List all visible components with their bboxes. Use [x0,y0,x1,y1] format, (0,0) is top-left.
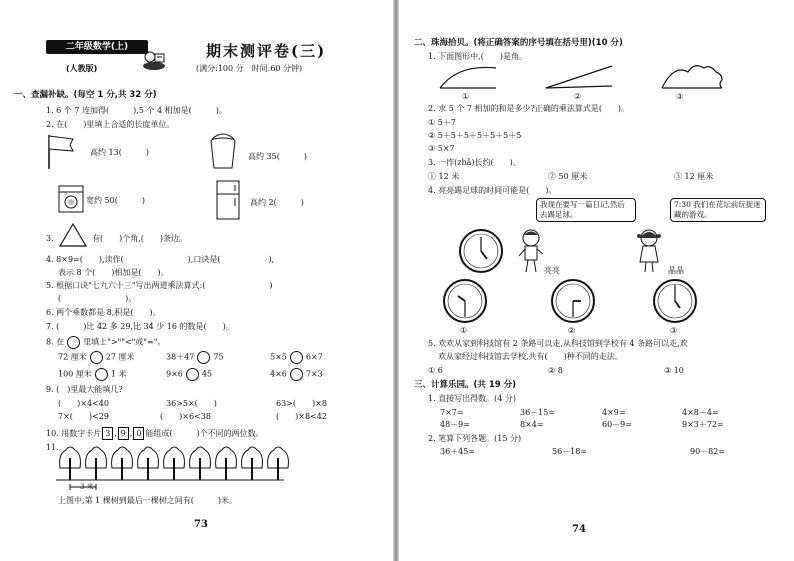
calc-1-r2-b: 8×4= [520,420,544,429]
q8-row1-b: 38＋47 75 [166,351,224,364]
q8-row2-c: 4×6 7×3 [270,368,323,381]
tree-icon [268,447,289,480]
answer-circle[interactable] [197,351,210,364]
tree-icon [164,447,185,480]
q5-option-2: ② 8 [548,366,563,375]
q9-row1-a: ( )×4<40 [58,399,109,408]
calc-1-r1-a: 7×7= [440,408,464,417]
clock-option-3-icon [652,278,698,324]
answer-circle[interactable] [290,351,303,364]
section-1-heading: 一、查漏补缺。(每空 1 分,共 32 分) [14,90,157,100]
boy-speech-bubble: 我现在要写一篇日记,然后去踢足球。 [536,198,636,222]
q3-option-3: ③ 12 厘米 [674,172,714,181]
q9-row2-a: 7×( )<29 [58,412,109,421]
tree-icon [86,447,107,480]
q2-flag-label: 高约 13( ) [90,148,149,157]
q9-row1-b: 36>5×( ) [166,399,217,408]
cloud-shape-icon [660,62,724,90]
left-page [0,0,394,561]
question-11-text: 上图中,第 1 棵树到最后一棵树之间有( )米。 [58,496,237,505]
calc-1-r1-d: 4×8－4= [682,408,719,417]
q8-head: 8. 在 [46,337,65,347]
q2-option-1: ① 5＋7 [428,118,456,127]
r-question-3: 3. 一拃(zhǎ)长约( )。 [428,158,521,167]
question-6: 6. 两个乘数都是 8,积是( )。 [46,308,161,317]
clock-option-1-icon [442,278,488,324]
q2-washer-label: 宽约 50( ) [86,196,145,205]
question-1: 1. 6 个 7 连加得( ),5 个 4 相加是( )。 [46,106,227,115]
q5-option-1: ① 6 [428,366,443,375]
tree-icon [242,447,263,480]
exam-subtitle: (满分:100 分 时间:60 分钟) [196,64,303,73]
angle-shape-icon [544,64,614,90]
q8-row1-c: 5×5 6×7 [270,351,323,364]
q8-row2-a: 100 厘米 1 米 [58,368,126,381]
tree-icon [138,447,159,480]
r-question-1: 1. 下面图形中,( )是角。 [428,52,527,61]
question-8 [46,336,165,349]
q9-row2-c: ( )×8<42 [276,412,327,421]
question-9: 9. ( )里最大能填几? [46,385,123,394]
q5-option-3: ③ 10 [664,366,684,375]
q3-option-1: ① 12 米 [428,172,460,181]
digit-card: 0 [133,427,144,440]
r-question-2: 2. 求 5 个 7 相加的和是多少?正确的乘法算式是( )。 [428,104,630,113]
clock-option-2-icon [550,278,596,324]
q8-row2-b: 9×6 45 [166,368,212,381]
question-4-line-1: 4. 8×9=( ),读作( ),口诀是( ), [46,255,275,264]
exam-title: 期末测评卷(三) [206,42,327,60]
calc-2-b: 56－18= [552,447,588,456]
compare-circle-icon [67,336,80,349]
calc-1-r1-b: 36－15= [520,408,556,417]
section-2-heading: 二、珠海拾贝。(将正确答案的序号填在括号里)(10 分) [414,38,623,48]
bucket-icon [208,133,238,171]
q3-option-2: ② 50 厘米 [548,172,588,181]
boy-name-label: 亮亮 [544,266,560,275]
answer-circle[interactable] [90,351,103,364]
q2-option-2: ② 5＋5＋5＋5＋5＋5＋5 [428,131,522,140]
page-number-right: 74 [572,524,586,535]
calc-1-r1-c: 4×9= [602,408,626,417]
r-question-5-line-2: 欢从家经过科技馆去学校,共有( )种不同的走法。 [438,352,623,361]
fridge-icon [216,180,240,220]
right-page [398,0,794,561]
question-3-number: 3. [46,234,54,243]
q1-option-3: ③ [676,92,684,101]
calc-2-a: 36＋45= [440,447,476,456]
question-5-line-2: ( )。 [58,294,137,303]
triangle-icon [58,222,88,248]
arc-shape-icon [438,64,498,90]
edition-label: (人教版) [66,64,98,73]
tree-icon [60,447,81,480]
q4-option-3: ③ [670,326,678,335]
q1-option-1: ① [462,92,470,101]
clock-icon [458,228,504,274]
question-2: 2. 在( )里填上合适的长度单位。 [46,120,175,129]
tree-icon [216,447,237,480]
q9-row1-c: 63>( )×8 [276,399,327,408]
calc-1-r2-a: 48－9= [440,420,470,429]
q8-tail: 里填上">""<"或"="。 [83,337,166,347]
answer-circle[interactable] [290,368,303,381]
page-number-left: 73 [194,519,208,530]
flag-icon [46,133,76,169]
girl-speech-bubble: 7:30 我们在花坛前玩捉迷藏的游戏。 [670,198,766,222]
question-3-text: 有( )个角,( )条边。 [92,234,188,243]
question-10: 10. 用数字卡片 3 , 9 , 0 能组成( )个不同的两位数。 [46,429,264,438]
tree-icon [112,447,133,480]
grade-badge: 二年级数学(上) [46,40,148,54]
washing-machine-icon [58,185,84,213]
digit-card: 3 [102,427,113,440]
q1-option-2: ② [574,92,582,101]
q9-row2-b: ( )×6<38 [160,412,211,421]
mascot-icon [140,48,168,72]
r-question-4: 4. 亮亮踢足球的时间可能是( )。 [428,186,557,195]
q2-option-3: ③ 5×7 [428,144,455,153]
trees-group [60,447,289,480]
calc-1-r2-d: 9×3＋72= [682,420,724,429]
tree-icon [190,447,211,480]
boy-character-icon [516,228,546,274]
calc-1-r2-c: 60－9= [602,420,632,429]
question-4-line-2: 表示 8 个( )相加是( )。 [58,268,169,277]
answer-circle[interactable] [186,368,199,381]
question-11-number: 11. [46,443,59,452]
q2-fridge-label: 高约 2( ) [250,198,304,207]
digit-card: 9 [118,427,129,440]
girl-name-label: 晶晶 [668,266,684,275]
answer-circle[interactable] [95,368,108,381]
girl-character-icon [634,228,664,274]
q4-option-2: ② [568,326,576,335]
calc-2-c: 90－82= [690,447,726,456]
section-3-heading: 三、计算乐园。(共 19 分) [414,380,517,390]
q2-bucket-label: 高约 35( ) [248,152,307,161]
question-5-line-1: 5. 根据口诀"七九六十三"写出两道乘法算式:( ) [46,281,273,290]
q4-option-1: ① [460,326,468,335]
q8-row1-a: 72 厘米 27 厘米 [58,351,134,364]
tree-spacing-label: 3 米 [80,483,94,491]
r-question-5-line-1: 5. 欢欢从家到科技馆有 2 条路可以走,从科技馆到学校有 4 条路可以走,欢 [428,339,688,348]
calc-1-heading: 1. 直接写出得数。(4 分) [428,394,517,403]
calc-2-heading: 2. 笔算下列各题。(15 分) [428,434,522,443]
question-7: 7. ( )比 42 多 29,比 34 少 16 的数是( )。 [46,322,234,331]
